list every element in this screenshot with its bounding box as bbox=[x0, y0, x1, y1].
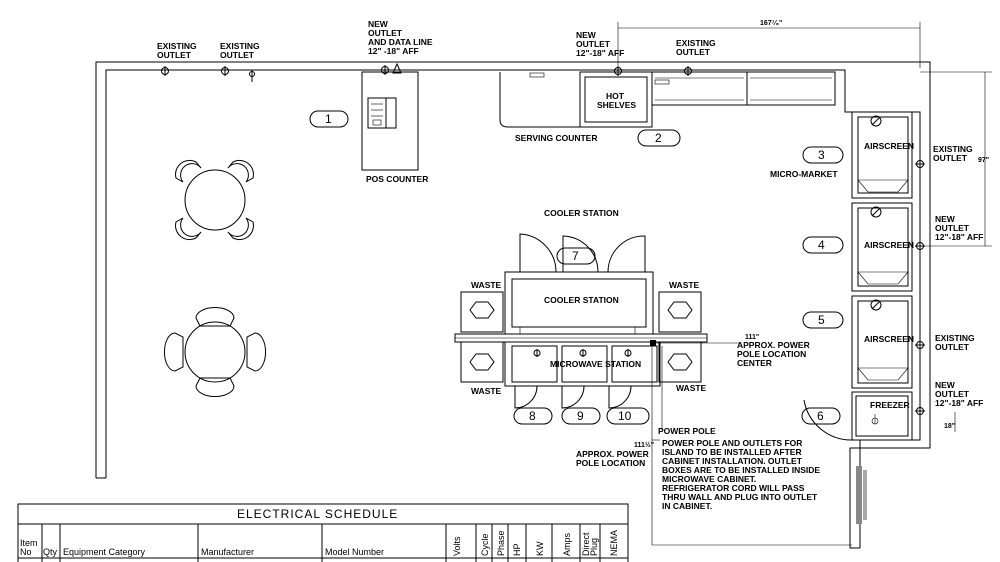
dim-right: 97" bbox=[978, 157, 990, 164]
svg-text:ItemNo bbox=[20, 538, 38, 557]
label-new-outlet-r1b: OUTLET bbox=[935, 223, 969, 233]
serving-counter bbox=[500, 72, 835, 143]
label-waste-bl: WASTE bbox=[471, 386, 502, 396]
label-cooler-station-top: COOLER STATION bbox=[544, 208, 619, 218]
tag-9: 9 bbox=[577, 409, 584, 423]
label-waste-tr: WASTE bbox=[669, 280, 700, 290]
svg-text:NEWOUTLET12"-18" AFF bbox=[935, 214, 983, 242]
tag-4: 4 bbox=[818, 238, 825, 252]
table-lower bbox=[164, 307, 265, 396]
label-waste-br: WASTE bbox=[676, 383, 707, 393]
label-new-outlet-top-b: OUTLET bbox=[576, 39, 610, 49]
table-upper bbox=[176, 160, 254, 239]
hdr-nema: NEMA bbox=[609, 529, 619, 556]
label-freezer: FREEZER bbox=[870, 400, 910, 410]
note-line-8: IN CABINET. bbox=[662, 501, 713, 511]
label-existing-outlet-top-b: OUTLET bbox=[676, 47, 710, 57]
hdr-hp: HP bbox=[512, 543, 522, 556]
label-cooler-station-mid: COOLER STATION bbox=[544, 295, 619, 305]
hdr-direct: Direct bbox=[581, 532, 591, 556]
hdr-cycle: Cycle bbox=[480, 533, 490, 556]
dim-111: 111" bbox=[745, 334, 760, 341]
tag-7: 7 bbox=[572, 249, 579, 263]
label-microwave-station: MICROWAVE STATION bbox=[550, 359, 642, 369]
wall-note-block bbox=[856, 466, 867, 524]
note-line-6: REFRIGERATOR CORD WILL PASS bbox=[662, 483, 805, 493]
svg-text:NEWOUTLET12"-18" AFF bbox=[576, 30, 624, 58]
equipment-tags bbox=[310, 111, 843, 424]
label-new-outlet-r2a: NEW bbox=[935, 380, 955, 390]
dim-18: 18" bbox=[944, 423, 956, 430]
tag-6: 6 bbox=[817, 409, 824, 423]
label-existing-outlet-r1b: OUTLET bbox=[933, 153, 967, 163]
label-existing-outlet-r2a: EXISTING bbox=[935, 333, 975, 343]
tag-10: 10 bbox=[618, 409, 632, 423]
tag-3: 3 bbox=[818, 148, 825, 162]
note-line-4: BOXES ARE TO BE INSTALLED INSIDE bbox=[662, 465, 821, 475]
electrical-schedule bbox=[18, 504, 628, 562]
hdr-manufacturer: Manufacturer bbox=[201, 547, 255, 557]
schedule-title: ELECTRICAL SCHEDULE bbox=[237, 507, 399, 521]
label-new-outlet-data-c: AND DATA LINE bbox=[368, 37, 433, 47]
tag-5: 5 bbox=[818, 313, 825, 327]
tag-1: 1 bbox=[325, 112, 332, 126]
label-existing-outlet-1a: EXISTING bbox=[157, 41, 197, 51]
cooler-station bbox=[505, 208, 653, 334]
svg-text:APPROX. POWERPOLE LOCATIONCENT bbox=[737, 340, 810, 368]
label-existing-outlet-1b: OUTLET bbox=[157, 50, 191, 60]
label-pp-center-b: POLE LOCATION bbox=[737, 349, 807, 359]
label-airscreen-3: AIRSCREEN bbox=[864, 334, 915, 344]
label-pp-loc-a: APPROX. POWER bbox=[576, 449, 649, 459]
label-micro-market: MICRO-MARKET bbox=[770, 169, 838, 179]
svg-text:NEWOUTLET12"-18" AFF bbox=[935, 380, 983, 408]
label-airscreen-2: AIRSCREEN bbox=[864, 240, 915, 250]
label-existing-outlet-r1a: EXISTING bbox=[933, 144, 973, 154]
label-pos-counter: POS COUNTER bbox=[366, 174, 429, 184]
hdr-amps: Amps bbox=[562, 532, 572, 556]
outlet-symbols bbox=[162, 64, 692, 82]
microwave-station bbox=[505, 342, 660, 408]
hdr-qty: Qty bbox=[43, 547, 58, 557]
hdr-plug: Plug bbox=[589, 537, 599, 556]
label-existing-outlet-2b: OUTLET bbox=[220, 50, 254, 60]
dim-top: 167⁷⁄₈" bbox=[760, 20, 783, 27]
label-new-outlet-data-b: OUTLET bbox=[368, 28, 402, 38]
label-hot-shelves-b: SHELVES bbox=[597, 100, 637, 110]
top-labels bbox=[157, 19, 716, 60]
hdr-volts: Volts bbox=[452, 536, 462, 556]
hdr-kw: KW bbox=[535, 541, 545, 556]
svg-text:APPROX. POWERPOLE LOCATION bbox=[576, 449, 649, 468]
hdr-model: Model Number bbox=[325, 547, 385, 557]
label-serving-counter: SERVING COUNTER bbox=[515, 133, 598, 143]
hdr-phase: Phase bbox=[496, 530, 506, 556]
label-airscreen-1: AIRSCREEN bbox=[864, 141, 915, 151]
note-line-3: CABINET INSTALLATION. OUTLET bbox=[662, 456, 802, 466]
label-new-outlet-data-d: 12" -18" AFF bbox=[368, 46, 419, 56]
hdr-equipment: Equipment Category bbox=[63, 547, 146, 557]
label-pp-center-c: CENTER bbox=[737, 358, 772, 368]
label-pp-center-a: APPROX. POWER bbox=[737, 340, 810, 350]
note-line-7: THRU WALL AND PLUG INTO OUTLET bbox=[662, 492, 818, 502]
svg-text:NEWOUTLETAND DATA LINE12" -18" bbox=[368, 19, 433, 56]
label-new-outlet-top-c: 12"-18" AFF bbox=[576, 48, 625, 58]
label-hot-shelves-a: HOT bbox=[606, 91, 624, 101]
dim-111-half: 111½" bbox=[634, 442, 655, 449]
label-existing-outlet-top-a: EXISTING bbox=[676, 38, 716, 48]
hdr-item: Item bbox=[20, 538, 38, 548]
label-existing-outlet-2a: EXISTING bbox=[220, 41, 260, 51]
room-walls bbox=[96, 62, 930, 548]
label-waste-tl: WASTE bbox=[471, 280, 502, 290]
svg-text:EXISTINGOUTLET bbox=[933, 144, 973, 163]
label-new-outlet-r1a: NEW bbox=[935, 214, 955, 224]
tag-8: 8 bbox=[529, 409, 536, 423]
airscreen-units bbox=[852, 112, 914, 388]
tag-2: 2 bbox=[655, 131, 662, 145]
label-new-outlet-r2c: 12"-18" AFF bbox=[935, 398, 984, 408]
label-new-outlet-r2b: OUTLET bbox=[935, 389, 969, 399]
label-new-outlet-data-a: NEW bbox=[368, 19, 388, 29]
pos-counter bbox=[362, 72, 428, 184]
svg-text:EXISTINGOUTLET bbox=[935, 333, 975, 352]
svg-text:HOTSHELVES bbox=[597, 91, 636, 110]
hdr-no: No bbox=[20, 547, 32, 557]
note-line-2: ISLAND TO BE INSTALLED AFTER bbox=[662, 447, 802, 457]
label-pp-loc-b: POLE LOCATION bbox=[576, 458, 646, 468]
svg-text:EXISTINGOUTLET bbox=[220, 41, 260, 60]
label-existing-outlet-r2b: OUTLET bbox=[935, 342, 969, 352]
svg-text:EXISTINGOUTLET bbox=[676, 38, 716, 57]
svg-text:EXISTINGOUTLET bbox=[157, 41, 197, 60]
note-line-5: MICROWAVE CABINET. bbox=[662, 474, 757, 484]
label-new-outlet-r1c: 12"-18" AFF bbox=[935, 232, 984, 242]
label-power-pole: POWER POLE bbox=[658, 426, 716, 436]
right-outlets bbox=[915, 144, 983, 415]
svg-text:POWER POLE AND OUTLETS FOR bbox=[662, 438, 822, 511]
note-line-1: POWER POLE AND OUTLETS FOR bbox=[662, 438, 803, 448]
label-new-outlet-top-a: NEW bbox=[576, 30, 596, 40]
